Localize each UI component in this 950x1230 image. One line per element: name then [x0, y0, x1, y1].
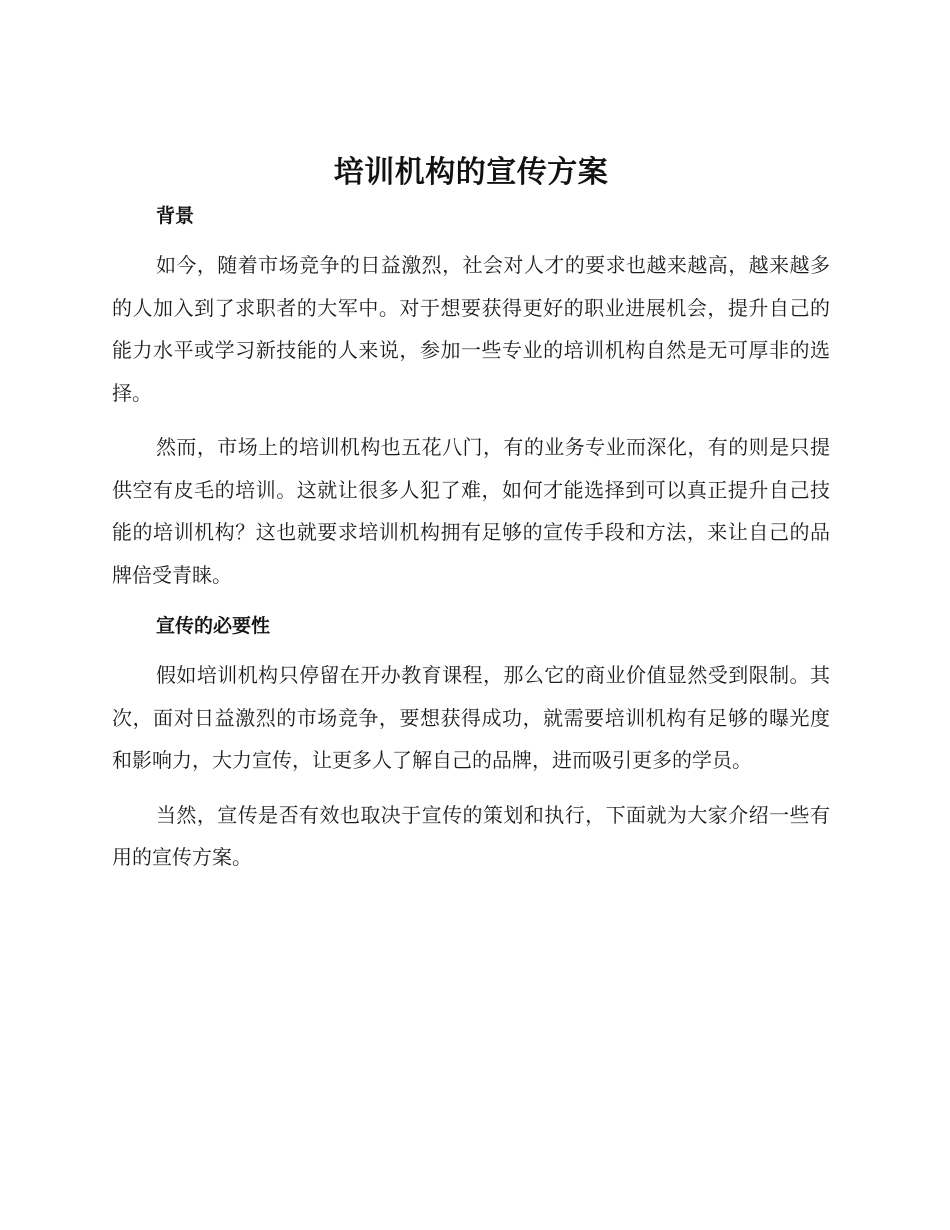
paragraph: 当然，宣传是否有效也取决于宣传的策划和执行，下面就为大家介绍一些有用的宣传方案。: [112, 802, 830, 869]
document-body: [112, 150, 830, 891]
section-necessity: [112, 612, 830, 879]
section-heading: 宣传的必要性: [156, 615, 271, 637]
section-background: [112, 202, 830, 596]
paragraph: 如今，随着市场竞争的日益激烈，社会对人才的要求也越来越高，越来越多的人加入到了求职者的大军中。对于想要获得更好的职业进展机会，提升自己的能力水平或学习新技能的人来说，参加一些专业的培训机构自然是无可厚非的选择。: [112, 253, 830, 405]
section-heading: 背景: [156, 205, 195, 227]
document-title: 培训机构的宣传方案: [333, 155, 609, 190]
paragraph: 假如培训机构只停留在开办教育课程，那么它的商业价值显然受到限制。其次，面对日益激烈的市场竞争，要想获得成功，就需要培训机构有足够的曝光度和影响力，大力宣传，让更多人了解自己的品牌，进而吸引更多的学员。: [112, 663, 830, 772]
paragraph: 然而，市场上的培训机构也五花八门，有的业务专业而深化，有的则是只提供空有皮毛的培训。这就让很多人犯了难，如何才能选择到可以真正提升自己技能的培训机构？这也就要求培训机构拥有足够的宣传手段和方法，来让自己的品牌倍受青睐。: [112, 435, 830, 587]
